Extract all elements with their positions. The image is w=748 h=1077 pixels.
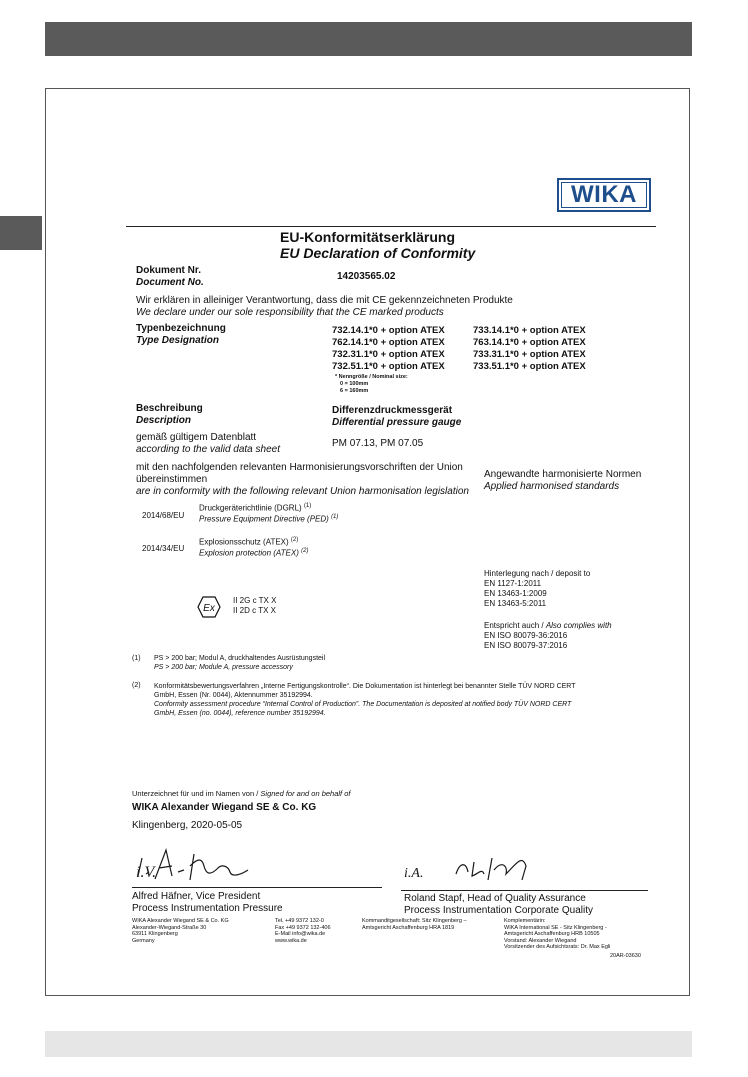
signature-2-icon [396,844,576,889]
desc-value-en: Differential pressure gauge [332,417,462,428]
standard-item: EN ISO 80079-36:2016 [484,631,568,640]
type-code: 733.31.1*0 + option ATEX [473,349,586,360]
intro-de: Wir erklären in alleiniger Verantwortung, dass die mit CE gekennzeichneten Produkte [136,295,513,306]
intro-en: We declare under our sole responsibility that the CE marked products [136,307,444,318]
type-code: 733.51.1*0 + option ATEX [473,361,586,372]
desc-label-en: Description [136,415,192,426]
type-col2 [473,325,586,373]
directive-code: 2014/34/EU [142,544,185,553]
wika-logo: WIKA [557,178,651,212]
footnote-num: (1) [132,655,141,662]
footnote-en: PS > 200 bar; Module A, pressure accessory [154,664,293,671]
type-label-en: Type Designation [136,335,219,346]
directive-en: Pressure Equipment Directive (PED) $^{(1)}$ [199,514,339,524]
footer-contact: Tel. +49 9372 132-0 Fax +49 9372 132-406 E-Mail info@wika.de www.wika.de [275,918,331,944]
ex-hexagon-icon [197,596,221,618]
datasheet-label-en: according to the valid data sheet [136,444,280,455]
datasheet-label-de: gemäß gültigem Datenblatt [136,432,257,443]
standard-item: EN ISO 80079-37:2016 [484,641,568,650]
type-code: 732.51.1*0 + option ATEX [332,361,445,372]
desc-label-de: Beschreibung [136,403,203,414]
signature-line [401,890,648,891]
conformity-en: are in conformity with the following relevant Union harmonisation legislation [136,486,469,497]
conformity-de-1: mit den nachfolgenden relevanten Harmonisierungsvorschriften der Union [136,462,463,473]
complies-block: Entspricht auch / Also complies with EN ISO 80079-36:2016 EN ISO 80079-37:2016 [484,621,612,650]
type-col1 [332,325,445,373]
place-date: Klingenberg, 2020-05-05 [132,820,243,831]
deposit-block: Hinterlegung nach / deposit to EN 1127-1:2011 EN 13463-1:2009 EN 13463-5:2011 [484,569,591,608]
conformity-de-2: übereinstimmen [136,474,208,485]
type-code: 762.14.1*0 + option ATEX [332,337,445,348]
doc-label-de: Dokument Nr. [136,265,202,276]
footer-bar [45,1031,692,1057]
footer-registration: Kommanditgesellschaft: Sitz Klingenberg – Amtsgericht Aschaffenburg HRA 1819 [362,918,467,931]
svg-text:i.A.: i.A. [404,866,424,881]
title-de: EU-Konformitätserklärung [280,229,456,245]
svg-text:Ex: Ex [203,603,215,614]
document-code: 20AR-03630 [610,953,641,959]
directive-de: Druckgeräterichtlinie (DGRL) $^{(1)}$ [199,503,312,513]
desc-value-de: Differenzdruckmessgerät [332,405,453,416]
footnote-num: (2) [132,682,141,689]
svg-text:i.V.: i.V. [136,864,157,881]
type-code: 732.14.1*0 + option ATEX [332,325,445,336]
title-rule [126,226,656,227]
atex-mark: II 2G c TX X [233,596,277,605]
directive-en: Explosion protection (ATEX) $^{(2)}$ [199,548,309,558]
type-label-de: Typenbezeichnung [136,323,226,334]
atex-mark: II 2D c TX X [233,606,276,615]
footer-address: WIKA Alexander Wiegand SE & Co. KG Alexander-Wiegand-Straße 30 63911 Klingenberg Germany [132,918,229,944]
signatory-name: Roland Stapf, Head of Quality Assurance [404,893,586,904]
side-tab [0,216,42,250]
standard-item: EN 13463-5:2011 [484,599,547,608]
signature-1-icon [132,844,312,889]
directive-code: 2014/68/EU [142,511,185,520]
doc-number: 14203565.02 [337,271,396,282]
atex-marks [233,596,276,616]
footnote-de: Konformitätsbewertungsverfahren „Interne Fertigungskontrolle“. Die Dokumentation ist hinterlegt bei benannter Stelle TÜV NORD CERT GmbH, Essen (Nr. 0044), Aktennummer 35192994. Conformity assessment procedure “Internal Control of Production”. The Documentation is deposited at notified body TÜV NORD CERT GmbH, Essen (no. 0044), reference number 35192994. [154,683,576,717]
signature-line [132,887,382,888]
type-code: 733.14.1*0 + option ATEX [473,325,586,336]
type-code: 763.14.1*0 + option ATEX [473,337,586,348]
title-en: EU Declaration of Conformity [280,245,476,261]
signatory-role: Process Instrumentation Pressure [132,903,283,914]
signatory-role: Process Instrumentation Corporate Quality [404,905,593,916]
footnote-de: PS > 200 bar; Modul A, druckhaltendes Ausrüstungsteil [154,655,326,662]
nominal-size-note: * Nenngröße / Nominal size: 0 = 100mm 6 = 160mm [335,374,408,394]
directive-de: Explosionsschutz (ATEX) $^{(2)}$ [199,537,299,547]
signed-label: Unterzeichnet für und im Namen von / Signed for and on behalf of [132,789,351,798]
footer-partner: Komplementärin: WIKA International SE - Sitz Klingenberg - Amtsgericht Aschaffenburg HRB 10505 Vorstand: Alexander Wiegand Vorsitzender des Aufsichtsrats: Dr. Max Egli [504,918,611,950]
certificate-frame [45,88,690,996]
standards-header-de: Angewandte harmonisierte Normen [484,469,642,480]
header-bar [45,22,692,56]
datasheet-value: PM 07.13, PM 07.05 [332,438,424,449]
signatory-name: Alfred Häfner, Vice President [132,891,261,902]
type-code: 732.31.1*0 + option ATEX [332,349,445,360]
doc-label-en: Document No. [136,277,204,288]
company-name: WIKA Alexander Wiegand SE & Co. KG [132,802,317,813]
standard-item: EN 1127-1:2011 [484,579,542,588]
standard-item: EN 13463-1:2009 [484,589,547,598]
standards-header-en: Applied harmonised standards [484,481,620,492]
